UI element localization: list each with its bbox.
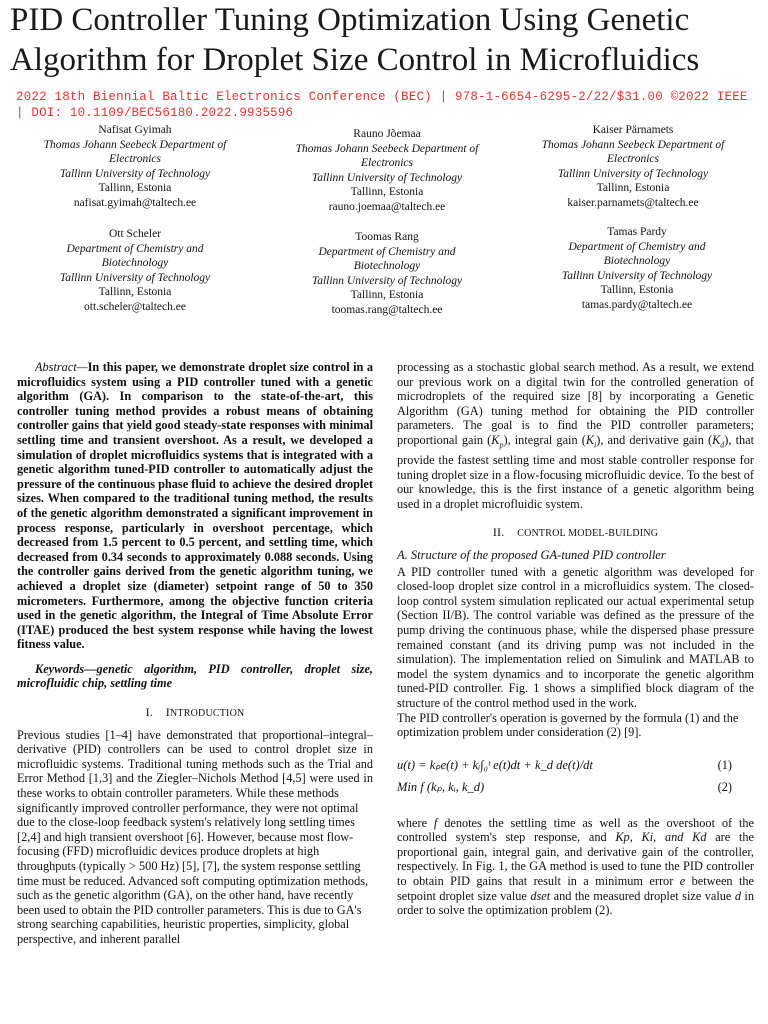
author-block [10,123,260,210]
equation-text: u(t) = kₚe(t) + kᵢ∫₀ᵗ e(t)dt + k_d de(t)/dt [397,757,593,772]
author-affiliation: Electronics [607,153,659,165]
right-column [397,360,754,918]
body-paragraph: A PID controller tuned with a genetic algorithm was developed for closed-loop droplet size control in a microfluidics system. The closed-loop control system simulation replicated our actual experimental setup (Section II/B). The control variable was defined as the pressure of the pump driving the continuous phase, while the dispersed phase pressure remained constant (and its driving pump was not included in the simulation). The implementation relied on Simulink and MATLAB to model the system dynamics and to incorporate the genetic algorithm tuned-PID controller. Fig. 1 shows a simplified block diagram of the structure of the control method used in the work. [397,564,754,710]
author-name: Nafisat Gyimah [98,124,172,136]
author-affiliation: Department of Chemistry and [568,240,706,253]
author-name: Rauno Jõemaa [353,128,421,140]
author-affiliation: Thomas Johann Seebeck Department of [43,138,227,151]
section-heading-introduction: I. INTRODUCTION [145,705,245,720]
section-heading-control-model: II. CONTROL MODEL-BUILDING [492,525,659,540]
author-affiliation: Department of Chemistry and [318,245,456,258]
author-city: Tallinn, Estonia [350,186,424,198]
intro-paragraph: Previous studies [1–4] have demonstrated that proportional–integral–derivative (PID) controllers can be used to control droplet size in microfluidic systems. Traditional tuning methods such as the Trial and Error Method [1,3] and the Ziegler–Nichols Method [4,5] were used in these works to obtain controller parameters. While these methods [17,727,373,801]
author-affiliation: Biotechnology [603,255,671,267]
author-affiliation: Electronics [109,153,161,165]
author-affiliation: Biotechnology [353,260,421,272]
author-affiliation: Tallinn University of Technology [557,167,709,180]
author-city: Tallinn, Estonia [596,182,670,194]
body-paragraph: processing as a stochastic global search method. As a result, we extend our previous work on a digital twin for the controlled generation of microdroplets of the required size [8] by incorporating a Genetic Algorithm (GA) tuning method for obtaining the PID controller parameters. The goal is to find the PID controller parameters; proportional gain $(K_p)$, integral gain $(K_i)$, and derivative gain $(K_d)$, that provide the fastest settling time and most stable controller response for tuning droplet size in a flow-focusing microfluidic device. To the best of our knowledge, this is the first instance of a genetic algorithm being used in a droplet microfluidic system. [397,360,755,511]
author-email: tamas.pardy@taltech.ee [581,298,693,311]
author-name: Ott Scheler [108,228,162,240]
author-affiliation: Electronics [361,157,413,169]
intro-paragraph: significantly improved controller performance, they were not optimal due to the close-loop feedback system's relatively long settling times [2,4] and high transient overshoot [6]. However, because most flow-focusing (FFD) microfluidic devices produce droplets at high throughputs (typically > 500 Hz) [5], [7], the system response settling time must be reduced. Advanced soft computing optimization methods, such as the genetic algorithm (GA), on the other hand, have recently been used to obtain the PID controller parameters. This is due to GA's strong searching capabilities, heuristic properties, simplicity, global perspective, and inherent parallel [17,800,369,946]
author-email: nafisat.gyimah@taltech.ee [73,196,197,209]
author-city: Tallinn, Estonia [98,182,172,194]
author-block [262,127,512,214]
author-affiliation: Thomas Johann Seebeck Department of [541,138,725,151]
author-email: ott.scheler@taltech.ee [84,300,186,313]
equation-2 [397,780,754,798]
body-paragraph: The PID controller's operation is governed by the formula (1) and the optimization problem under consideration (2) [9]. [397,710,739,740]
author-email: kaiser.parnamets@taltech.ee [567,196,699,209]
author-affiliation: Thomas Johann Seebeck Department of [295,142,479,155]
author-affiliation: Department of Chemistry and [66,242,204,255]
author-affiliation: Tallinn University of Technology [311,171,463,184]
author-city: Tallinn, Estonia [600,284,674,296]
equation-1 [397,758,754,776]
author-email: rauno.joemaa@taltech.ee [328,200,446,213]
author-affiliation: Biotechnology [101,257,169,269]
author-affiliation: Tallinn University of Technology [59,271,211,284]
author-city: Tallinn, Estonia [98,286,172,298]
author-block [508,123,758,210]
author-affiliation: Tallinn University of Technology [59,167,211,180]
author-affiliation: Tallinn University of Technology [561,269,713,282]
abstract-label: Abstract— [35,360,88,374]
author-city: Tallinn, Estonia [350,289,424,301]
author-name: Toomas Rang [355,231,419,243]
author-name: Tamas Pardy [607,226,667,238]
author-block [512,225,762,312]
author-block [10,227,260,314]
equation-number: (2) [717,779,732,794]
equation-text: Min f (kₚ, kᵢ, k_d) [397,779,485,794]
keywords-text: genetic algorithm, PID controller, droplet size, microfluidic chip, settling time [17,661,373,691]
author-block [262,230,512,317]
author-affiliation: Tallinn University of Technology [311,274,463,287]
abstract [17,360,373,652]
author-name: Kaiser Pärnamets [592,124,674,136]
abstract-text: In this paper, we demonstrate droplet size control in a microfluidics system using a PID controller tuned with a genetic algorithm (GA). In comparison to the state-of-the-art, this controller tuning method provides a robust means of obtaining controller gains that yield good steady-state responses with minimal settling time and transient overshoot. As a result, we developed a simulation of droplet microfluidics systems that is integrated with a genetic algorithm tuned-PID controller to automatically adjust the pressure of the continuous phase fluid to achieve the desired droplet sizes. When compared to the traditional tuning method, the results of the genetic algorithm demonstrated a significant improvement in process response, particularly in overshoot percentage, which decreased from 1.5 percent to 0.5 percent, and settling time, which decreased from 0.34 seconds to approximately 0.088 seconds. Using the controller gains derived from the genetic algorithm tuning, we achieved a droplet size (diameter) setpoint range of 50 to 350 micrometers. Furthermore, among the objective function criteria used in the genetic algorithm, the Integral of Time Absolute Error (ITAE) produced the best system response while having the lowest fitness value. [17,360,373,652]
left-column [17,360,373,947]
keywords-label: Keywords— [35,661,97,676]
conference-line: 2022 18th Biennial Baltic Electronics Conference (BEC) | 978-1-6654-6295-2/22/$31.00 ©2022 IEEE | DOI: 10.1109/BEC56180.2022.9935596 [16,90,748,120]
body-paragraph: where f denotes the settling time as well as the overshoot of the controlled system's step response, and Kp, Ki, and Kd are the proportional gain, integral gain, and derivative gain of the controller, respectively. In Fig. 1, the GA method is used to tune the PID controller to obtain PID gains that result in a minimum error e between the setpoint droplet size value dset and the measured droplet size value d in order to solve the optimization problem (2). [397,815,755,918]
equation-number: (1) [717,757,732,772]
keywords [17,662,373,691]
author-email: toomas.rang@taltech.ee [331,303,443,316]
paper-title: PID Controller Tuning Optimization Using Genetic Algorithm for Droplet Size Control in Microfluidics [10,2,700,78]
subsection-heading: A. Structure of the proposed GA-tuned PID controller [397,547,666,562]
